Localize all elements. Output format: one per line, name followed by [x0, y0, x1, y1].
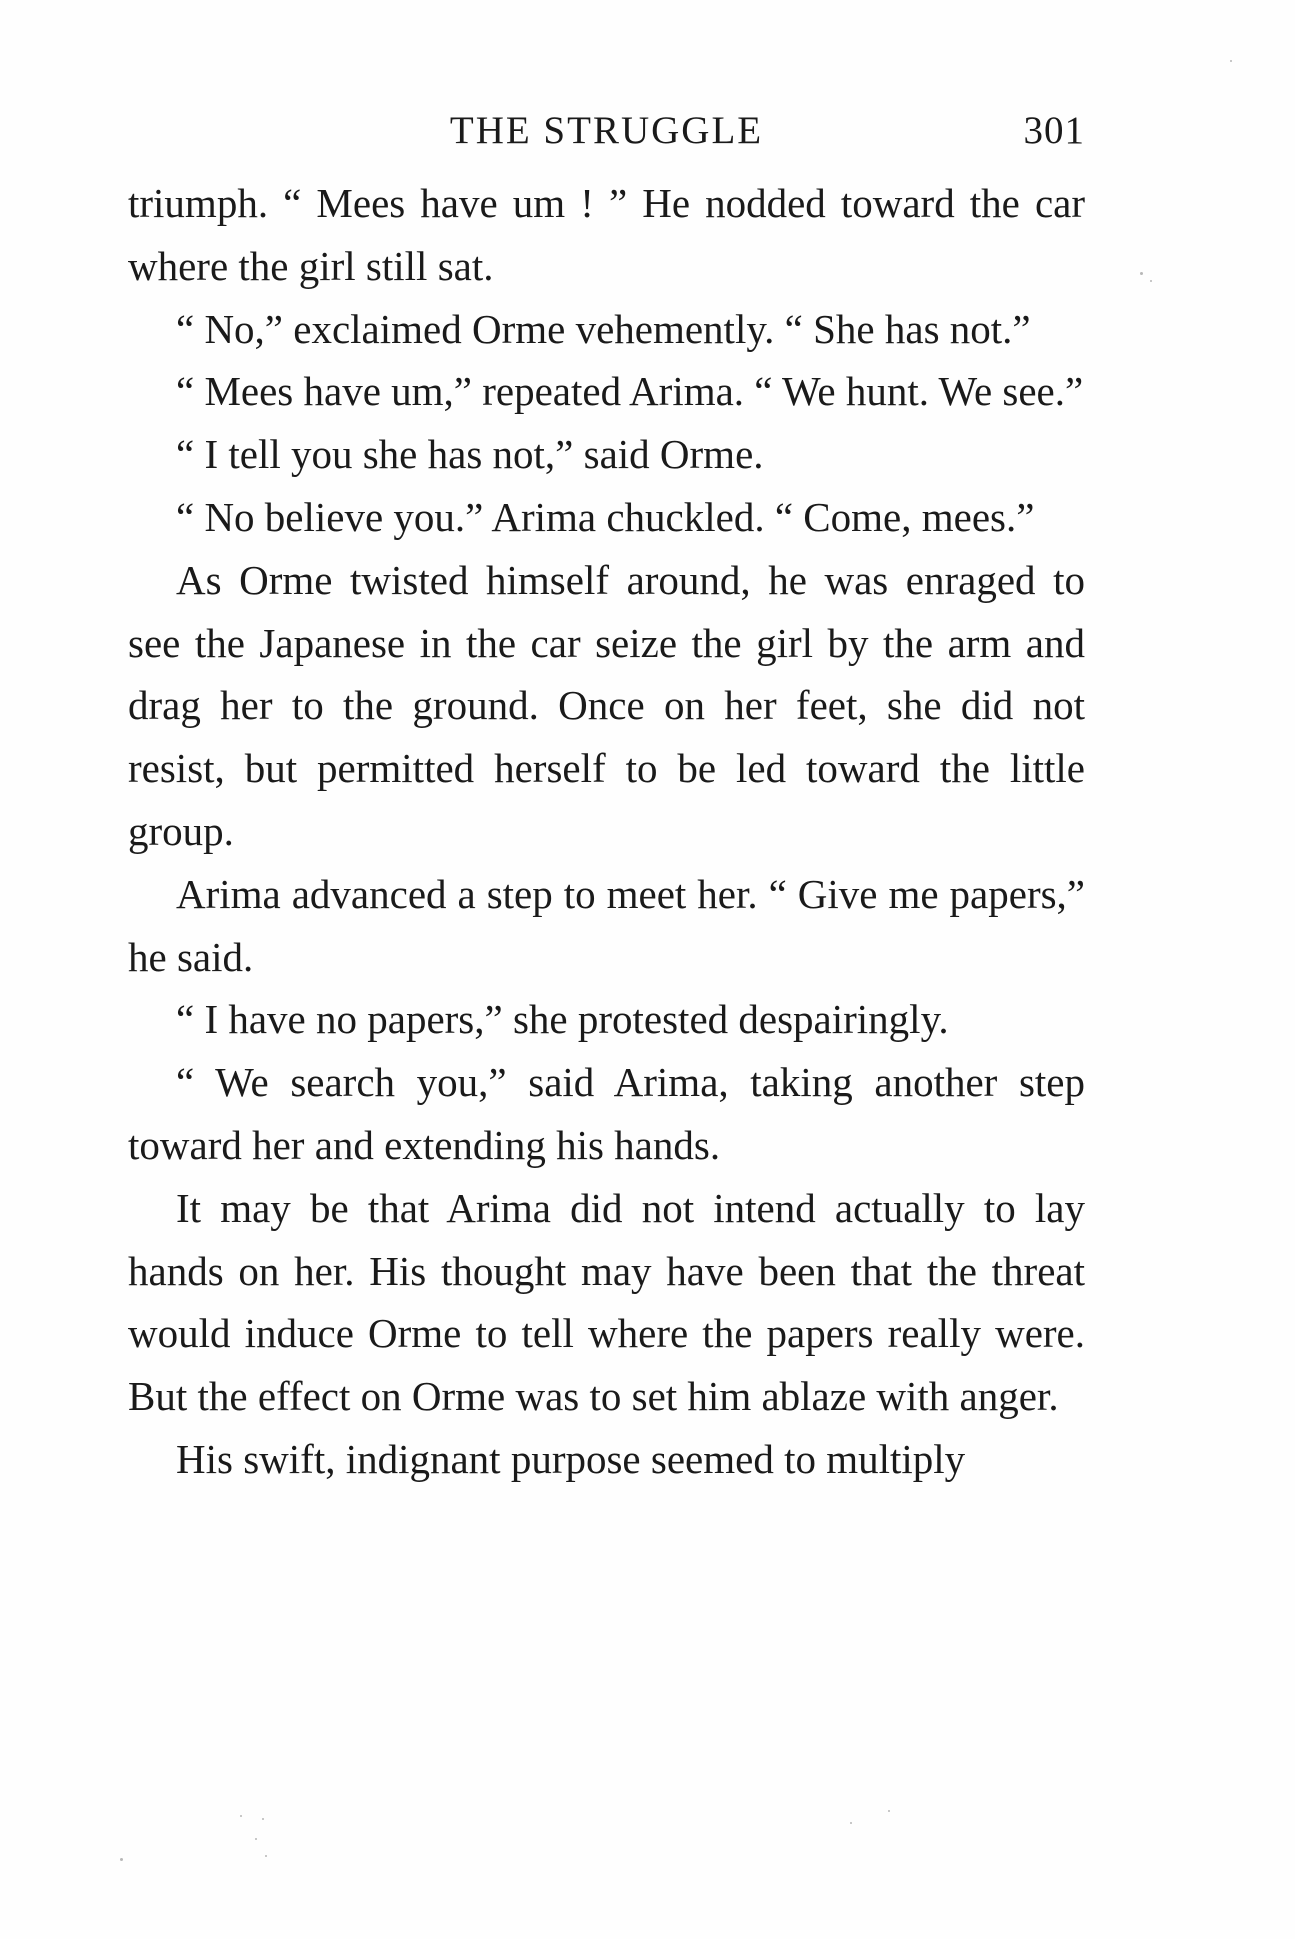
- scan-speck: [850, 1822, 852, 1824]
- running-title: THE STRUGGLE: [449, 109, 764, 152]
- scan-speck: [255, 1838, 257, 1840]
- paragraph: “ Mees have um,” repeated Arima. “ We hunt. We see.”: [176, 368, 1084, 415]
- body-text: [128, 172, 1085, 1491]
- paragraph: As Orme twisted himself around, he was enraged to see the Japanese in the car seize the girl by the arm and drag her to the ground. Once on her feet, she did not resist, but permitted herself to be led toward the little group.: [128, 556, 1085, 854]
- scan-speck: [120, 1858, 123, 1861]
- scan-speck: [265, 1855, 267, 1857]
- paragraph: triumph. “ Mees have um ! ” He nodded toward the car where the girl still sat.: [128, 180, 1085, 289]
- scan-speck: [1140, 272, 1143, 275]
- scan-speck: [240, 1815, 242, 1817]
- scan-speck: [888, 1810, 890, 1812]
- paragraph: “ No,” exclaimed Orme vehemently. “ She has not.”: [176, 305, 1031, 352]
- scan-speck: [1230, 60, 1232, 62]
- scan-speck: [1150, 280, 1152, 282]
- running-head: [128, 108, 1085, 168]
- paragraph: His swift, indignant purpose seemed to multiply: [176, 1435, 966, 1482]
- paragraph: “ No believe you.” Arima chuckled. “ Come, mees.”: [176, 493, 1035, 540]
- paragraph: “ We search you,” said Arima, taking another step toward her and extending his hands.: [128, 1059, 1085, 1168]
- paragraph: Arima advanced a step to meet her. “ Give me papers,” he said.: [128, 870, 1085, 980]
- paragraph: It may be that Arima did not intend actually to lay hands on her. His thought may have been that the threat would induce Orme to tell where the papers really were. But the effect on Orme was to set him ablaze with anger.: [128, 1184, 1085, 1420]
- scan-speck: [262, 1818, 264, 1820]
- paragraph: “ I tell you she has not,” said Orme.: [176, 431, 764, 478]
- page-number: 301: [1023, 109, 1085, 152]
- paragraph: “ I have no papers,” she protested despairingly.: [176, 996, 949, 1043]
